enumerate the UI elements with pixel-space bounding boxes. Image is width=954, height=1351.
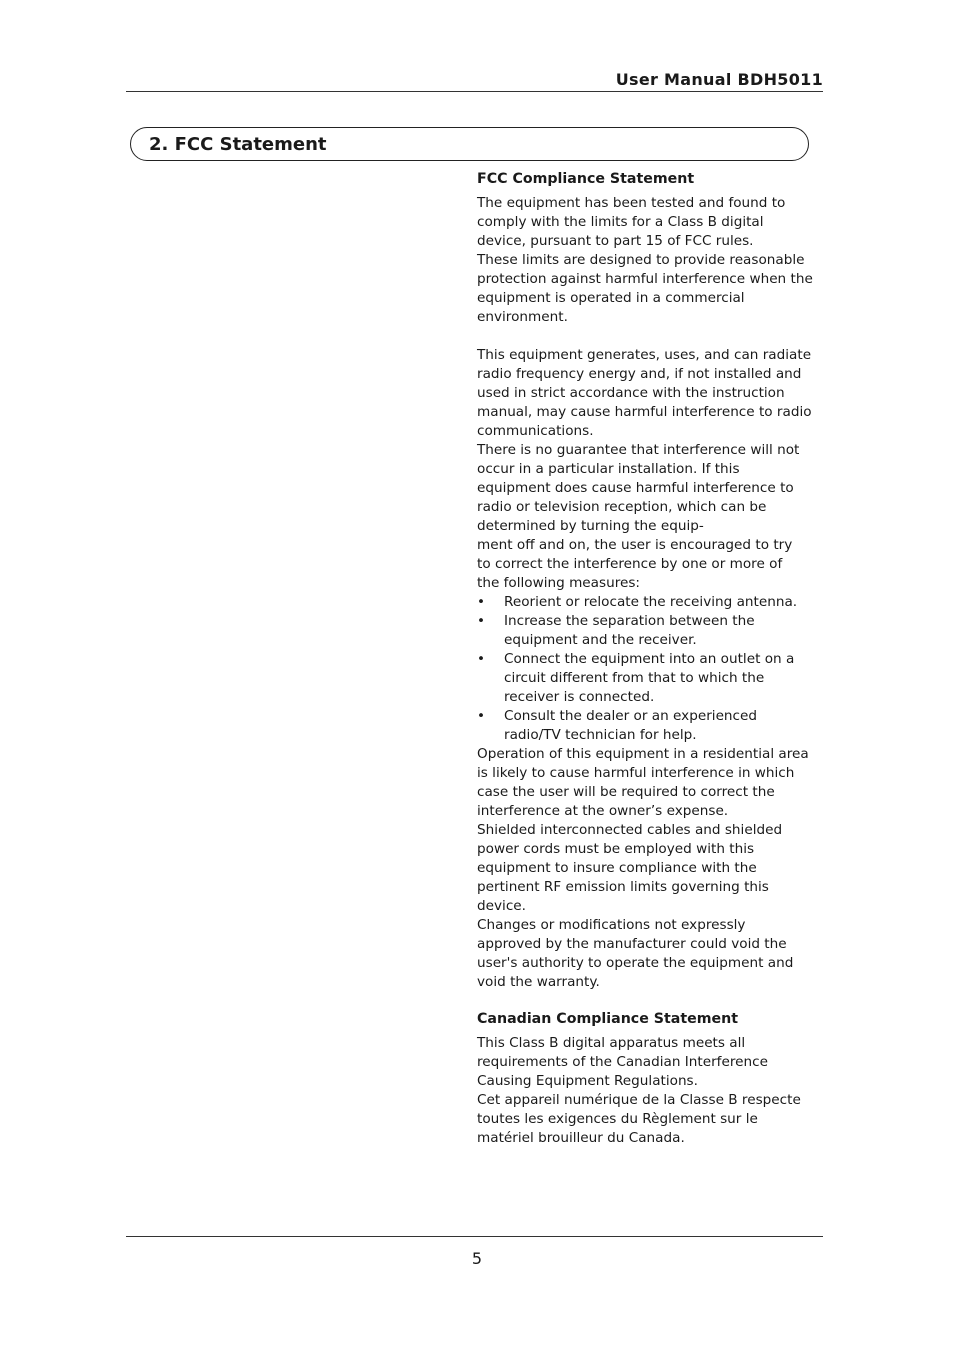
list-item-text: Reorient or relocate the receiving antenna. (504, 594, 798, 610)
bullet-glyph: • (477, 708, 486, 724)
manual-title: User Manual BDH5011 (615, 70, 823, 89)
header-divider (126, 91, 823, 92)
page-number: 5 (471, 1249, 483, 1268)
bullet-glyph: • (477, 594, 486, 610)
fcc-paragraph-1: The equipment has been tested and found to comply with the limits for a Class B digital device, pursuant to part 15 of FCC rules. These limits are designed to provide reasonable protection against harmful interference when the equipment is operated in a commercial environment. (477, 195, 813, 325)
measures-list (477, 593, 827, 745)
bullet-glyph: • (477, 613, 486, 629)
statement-content (477, 169, 827, 1148)
list-item (477, 707, 827, 745)
canadian-paragraph: This Class B digital apparatus meets all requirements of the Canadian Interference Causing Equipment Regulations. Cet appareil numérique de la Classe B respecte toutes les exigences du Règlement sur le matériel brouilleur du Canada. (477, 1035, 801, 1146)
section-title: 2. FCC Statement (149, 134, 327, 155)
bullet-glyph: • (477, 651, 486, 667)
fcc-paragraph-2: This equipment generates, uses, and can radiate radio frequency energy and, if not installed and used in strict accordance with the instruction manual, may cause harmful interference to radio communications. There is no guarantee that interference will not occur in a particular installation. If this equipment does cause harmful interference to radio or television reception, which can be determined by turning the equip- ment off and on, the user is encouraged to try to correct the interference by one or more of the following measures: (477, 347, 812, 591)
list-item-text: Consult the dealer or an experienced radio/TV technician for help. (504, 708, 758, 743)
fcc-paragraph-3: Operation of this equipment in a residential area is likely to cause harmful interference in which case the user will be required to correct the interference at the owner’s expense. Shielded interconnected cables and shielded power cords must be employed with this equipment to insure compliance with the pertinent RF emission limits governing this device. Changes or modifications not expressly approved by the manufacturer could void the user's authority to operate the equipment and void the warranty. (477, 746, 809, 990)
canadian-heading: Canadian Compliance Statement (477, 1011, 739, 1027)
list-item (477, 650, 827, 707)
list-item-text: Increase the separation between the equipment and the receiver. (504, 613, 755, 648)
fcc-heading: FCC Compliance Statement (477, 171, 695, 187)
footer-divider (126, 1236, 823, 1237)
list-item-text: Connect the equipment into an outlet on a circuit different from that to which the receiver is connected. (504, 651, 795, 705)
list-item (477, 593, 827, 612)
list-item (477, 612, 827, 650)
section-heading-box (130, 127, 809, 161)
